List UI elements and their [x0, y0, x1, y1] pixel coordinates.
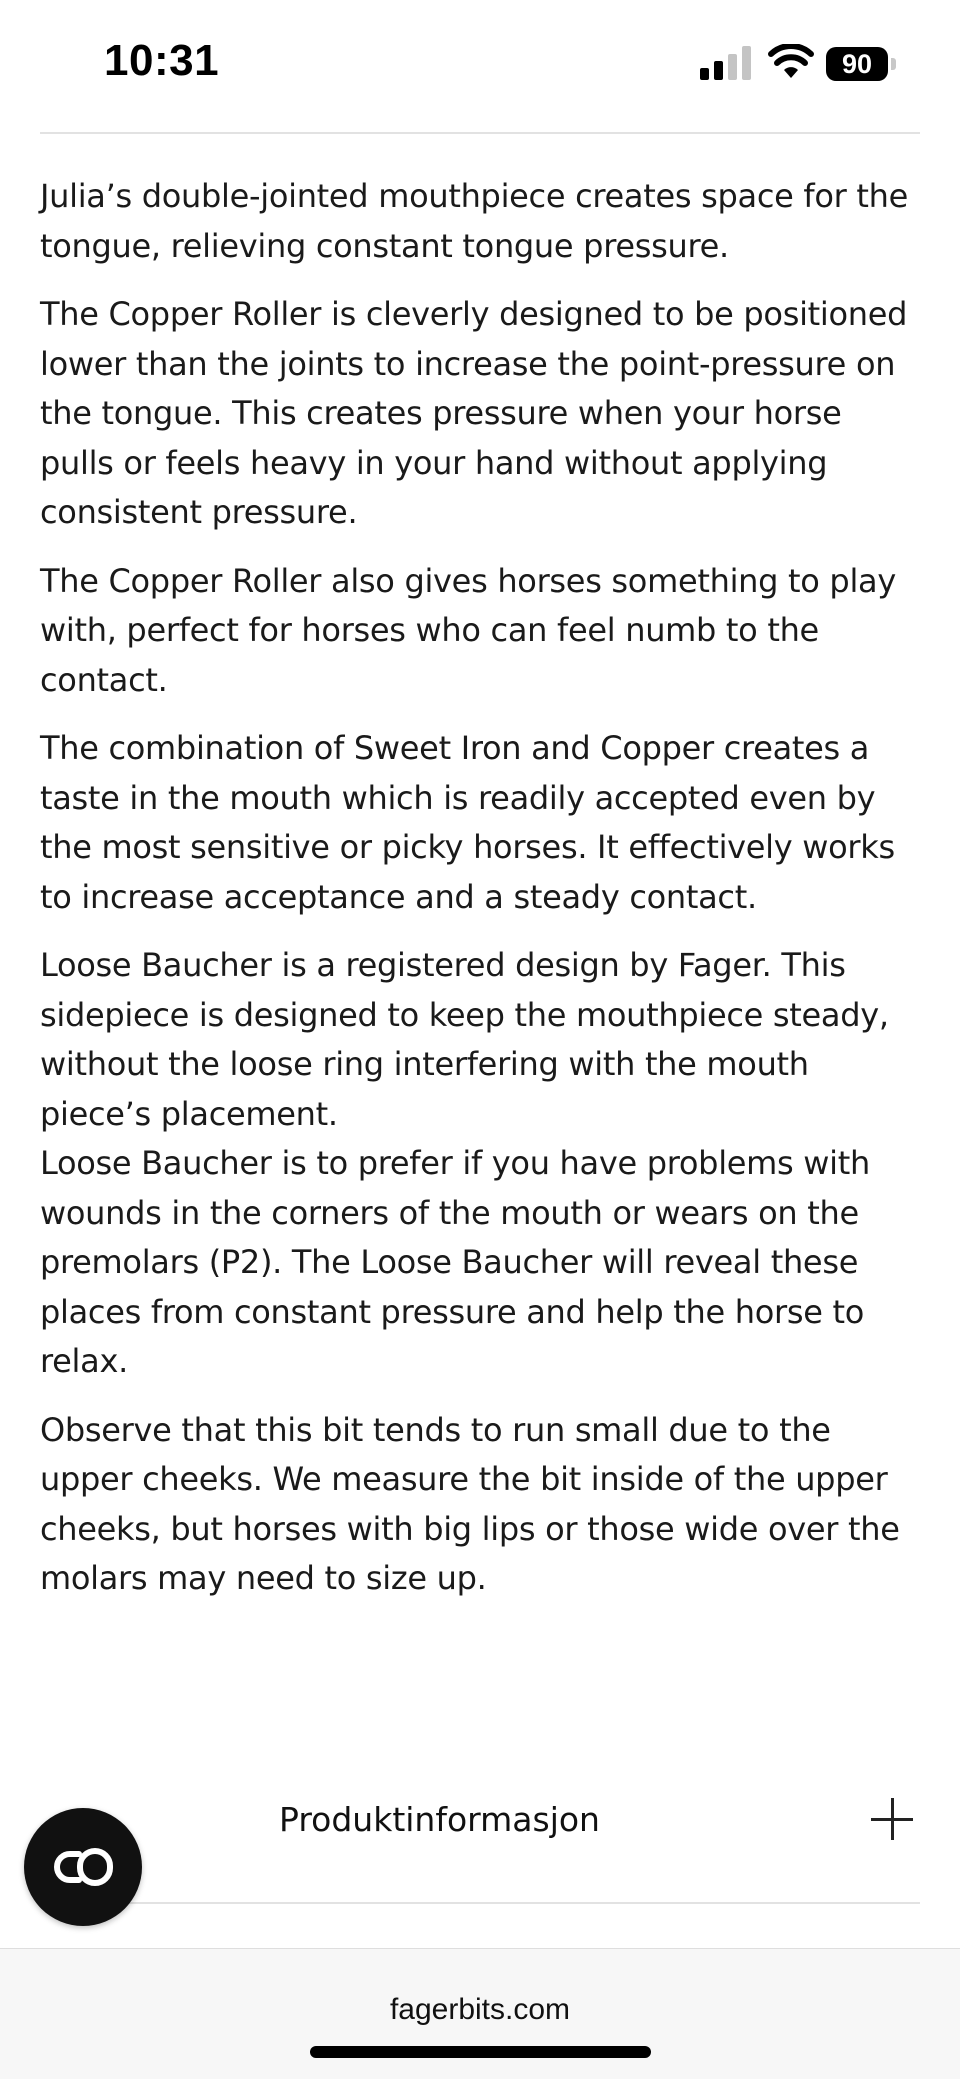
- battery-tip: [891, 58, 896, 70]
- wifi-icon: [768, 44, 814, 80]
- home-indicator[interactable]: [310, 2046, 651, 2058]
- cellular-signal-icon: [700, 46, 752, 80]
- chat-logo-icon: [53, 1848, 113, 1886]
- battery-level: 90: [826, 47, 888, 81]
- description-paragraph: Loose Baucher is a registered design by Fager. This sidepiece is designed to keep the mouthpiece steady, without the loose ring interfering with the mouth piece’s placement. Loose Baucher is to prefer if you have problems with wounds in the corners of the mouth or wears on the premolars (P2). The Loose Baucher will reveal these places from constant pressure and help the horse to relax.: [40, 946, 889, 1380]
- product-description: [40, 172, 920, 1623]
- browser-bottom-bar: [0, 1948, 960, 2079]
- accordion-title: Produktinformasjon: [279, 1800, 600, 1839]
- product-information-accordion[interactable]: [40, 1770, 920, 1904]
- status-bar: [0, 0, 960, 120]
- description-paragraph: The combination of Sweet Iron and Copper creates a taste in the mouth which is readily accepted even by the most sensitive or picky horses. It effectively works to increase acceptance and a steady contact.: [40, 729, 895, 916]
- description-paragraph: Julia’s double-jointed mouthpiece creates space for the tongue, relieving constant tongue pressure.: [40, 177, 908, 265]
- address-bar-url[interactable]: fagerbits.com: [389, 1993, 571, 2026]
- top-divider: [40, 132, 920, 134]
- status-time: 10:31: [104, 36, 220, 85]
- chat-button[interactable]: [24, 1808, 142, 1926]
- battery-indicator: [826, 47, 896, 81]
- description-paragraph: The Copper Roller is cleverly designed to be positioned lower than the joints to increase the point-pressure on the tongue. This creates pressure when your horse pulls or feels heavy in your hand without applying consistent pressure.: [40, 295, 908, 531]
- description-paragraph: The Copper Roller also gives horses something to play with, perfect for horses who can feel numb to the contact.: [40, 561, 896, 699]
- plus-icon[interactable]: [871, 1798, 913, 1840]
- description-paragraph: Observe that this bit tends to run small due to the upper cheeks. We measure the bit inside of the upper cheeks, but horses with big lips or those wide over the molars may need to size up.: [40, 1410, 900, 1597]
